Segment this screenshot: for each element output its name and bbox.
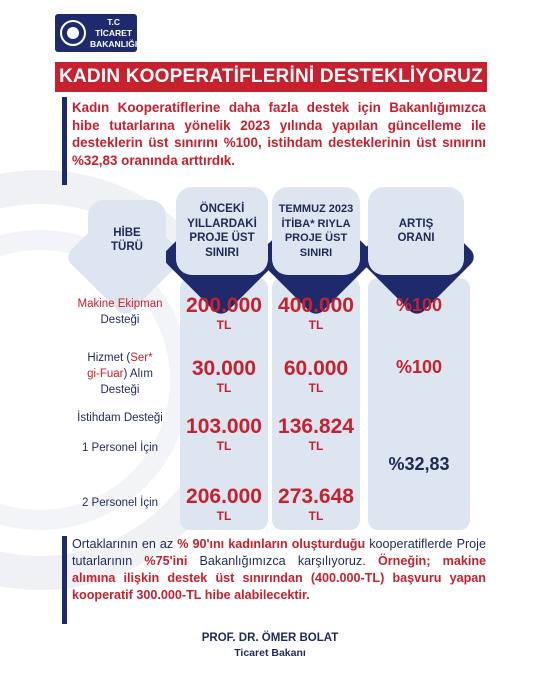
row-service-line-2: [70, 366, 170, 382]
row-employment-1-current: [272, 415, 360, 453]
current-currency: TL: [308, 439, 324, 453]
header-current-limit: [272, 187, 360, 275]
outro-accent-bar: [62, 536, 67, 624]
header-grant-type: [88, 200, 166, 280]
intro-paragraph: Kadın Kooperatiflerine daha fazla destek için Bakanlığımızca hibe tutarlarına yönelik 2023 yılında yapılan güncelleme ile desteklerin üst sınırını %100, istihdam desteklerinin üst sınırını %32,83 oranında arttırdık.: [72, 100, 486, 168]
row-employment-2-previous: [180, 485, 268, 523]
outro-part-2: kooperatiflerde Proje tutarlarının: [72, 537, 486, 568]
header-increase-rate-label: ARTIŞ ORANI: [397, 217, 435, 244]
previous-currency: TL: [216, 439, 232, 453]
row-machine-equipment-sub: Desteği: [100, 314, 140, 326]
signature-title: Ticaret Bakanı: [234, 647, 306, 659]
row-employment-2-main: 2 Personel İçin: [81, 497, 159, 509]
row-machine-equipment-main: Makine Ekipman: [77, 298, 163, 310]
outro-part-1: Ortaklarının en az: [72, 537, 178, 551]
row-employment-rate: %32,83: [388, 454, 450, 474]
current-value: 400.000: [278, 294, 354, 317]
logo-line-1: T.C TİCARET: [95, 16, 133, 38]
previous-currency: TL: [216, 381, 232, 395]
previous-value: 30.000: [191, 357, 257, 380]
row-machine-equipment-previous: [180, 294, 268, 332]
outro-paragraph: [72, 536, 486, 604]
row-employment-2-current: [272, 485, 360, 523]
outro-bold-2: %75'ini: [144, 554, 188, 568]
row-service-part-red: Ser*: [130, 352, 153, 364]
outro-bold-1: % 90'ını kadınların oluşturduğu: [177, 537, 366, 551]
header-grant-type-label: HİBE TÜRÜ: [111, 226, 143, 253]
current-currency: TL: [308, 381, 324, 395]
header-previous-limit: [176, 187, 268, 275]
row-machine-equipment-rate: %100: [395, 295, 443, 315]
row-service-rate: %100: [395, 357, 443, 377]
header-previous-limit-label: ÖNCEKİ YILLARDAKİ PROJE ÜST SINIRI: [187, 203, 257, 259]
current-currency: TL: [308, 509, 324, 523]
row-service-part-b: gi-Fuar: [87, 368, 124, 380]
current-currency: TL: [308, 318, 324, 332]
row-service-part-c: ) Alım: [123, 368, 153, 380]
header-current-limit-label: TEMMUZ 2023 İTİBA* RIYLA PROJE ÜST SINIRI: [278, 203, 354, 259]
previous-currency: TL: [216, 318, 232, 332]
row-employment-main: İstihdam Desteği: [77, 412, 163, 424]
current-value: 60.000: [283, 357, 349, 380]
header-increase-rate: [368, 187, 464, 275]
current-value: 136.824: [278, 415, 354, 438]
row-employment-sub: 1 Personel İçin: [81, 442, 159, 454]
row-machine-equipment-label: [70, 296, 170, 328]
row-service-previous: [180, 357, 268, 395]
previous-currency: TL: [216, 509, 232, 523]
row-service-line-1: [70, 350, 170, 366]
row-employment-2-label: [70, 495, 170, 511]
outro-bold-3: Örneğin; makine alımına ilişkin destek üst sınırından (400.000-TL) başvuru yapan kooperatif 300.000-TL hibe alabilecektir.: [72, 554, 487, 602]
page-title-banner: [55, 62, 487, 92]
row-service-sub: Desteği: [100, 384, 140, 396]
current-value: 273.648: [278, 485, 354, 508]
row-employment-1-previous: [180, 415, 268, 453]
row-service-part-a: Hizmet (: [87, 352, 131, 364]
ministry-logo: [55, 14, 137, 52]
intro-accent-bar: [62, 97, 67, 185]
page-title: KADIN KOOPERATİFLERİNİ DESTEKLİYORUZ: [59, 66, 483, 87]
signature-name: PROF. DR. ÖMER BOLAT: [201, 632, 339, 644]
outro-part-3: Bakanlığımızca karşılıyoruz.: [187, 554, 378, 568]
ministry-logo-text: [90, 17, 137, 50]
logo-line-2: BAKANLIĞI: [90, 38, 138, 49]
row-machine-equipment-current: [272, 294, 360, 332]
ministry-emblem-icon: [60, 20, 86, 46]
row-service-label: [70, 350, 170, 398]
previous-value: 200.000: [186, 294, 262, 317]
row-service-current: [272, 357, 360, 395]
previous-value: 103.000: [186, 415, 262, 438]
previous-value: 206.000: [186, 485, 262, 508]
row-employment-label: [66, 410, 174, 456]
